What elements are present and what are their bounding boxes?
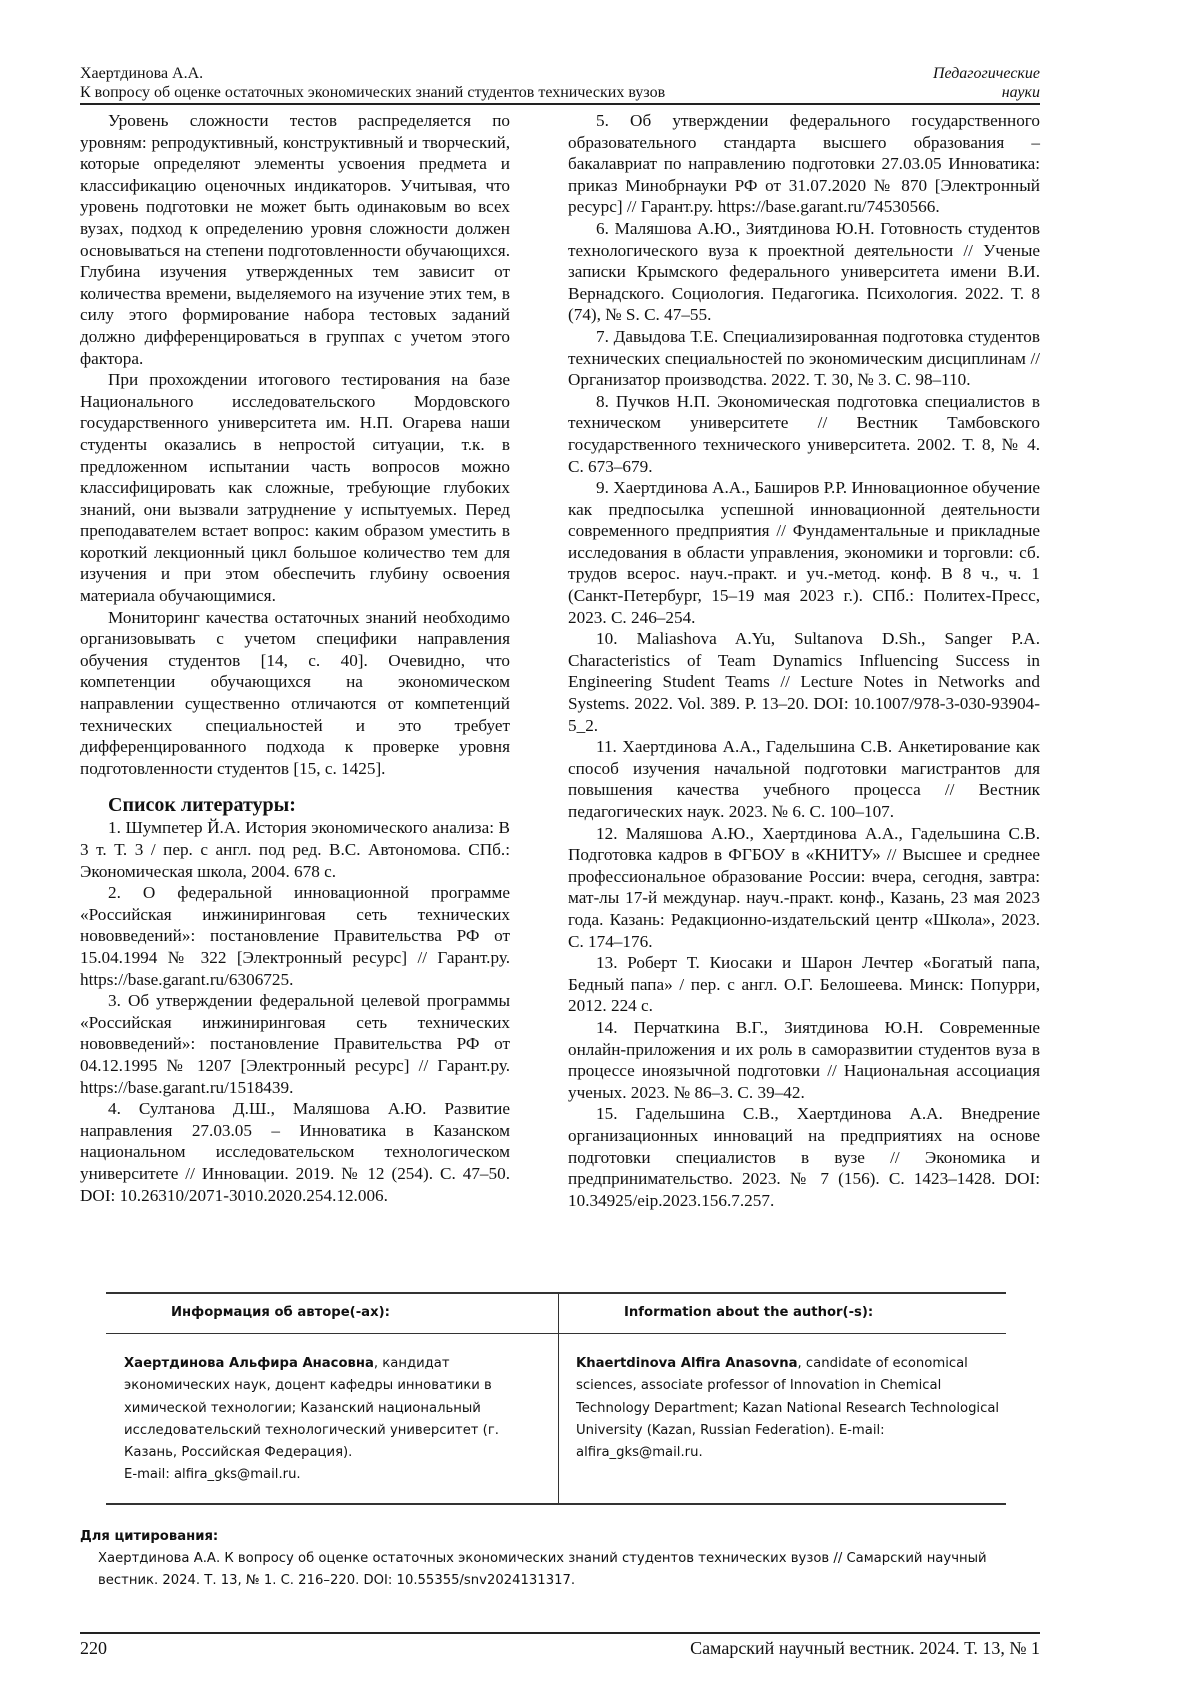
reference-item: 4. Султанова Д.Ш., Маляшова А.Ю. Развитие направления 27.03.05 – Инноватика в Казанском национальном исследовательском технологическом университете // Инновации. 2019. № 12 (254). С. 47–50. DOI: 10.26310/2071-3010.2020.254.12.006. xyxy=(80,1098,510,1206)
author-info-heading-ru: Информация об авторе(-ах): xyxy=(171,1305,390,1320)
left-column xyxy=(80,110,510,1206)
author-details-ru: , кандидат экономических наук, доцент кафедры инноватики в химической технологии; Казанский национальный исследовательский технологический университет (г. Казань, Российская Федерация). xyxy=(124,1356,499,1460)
citation-block xyxy=(80,1526,1040,1592)
reference-item: 13. Роберт Т. Киосаки и Шарон Лечтер «Богатый папа, Бедный папа» / пер. с англ. О.Г. Белошеева. Минск: Попурри, 2012. 224 с. xyxy=(568,952,1040,1017)
reference-item: 6. Маляшова А.Ю., Зиятдинова Ю.Н. Готовность студентов технологического вуза к проектной деятельности // Ученые записки Крымского федерального университета имени В.И. Вернадского. Социология. Педагогика. Психология. 2022. Т. 8 (74), № S. С. 47–55. xyxy=(568,218,1040,326)
reference-item: 7. Давыдова Т.Е. Специализированная подготовка студентов технических специальностей по экономическим дисциплинам // Организатор производства. 2022. Т. 30, № 3. С. 98–110. xyxy=(568,326,1040,391)
right-column xyxy=(568,110,1040,1211)
reference-item: 14. Перчаткина В.Г., Зиятдинова Ю.Н. Современные онлайн-приложения и их роль в саморазвитии студентов вуза в процессе иноязычной подготовки // Национальная ассоциация ученых. 2023. № 86–3. С. 39–42. xyxy=(568,1017,1040,1103)
journal-issue: Самарский научный вестник. 2024. Т. 13, № 1 xyxy=(690,1638,1040,1659)
author-name-en: Khaertdinova Alfira Anasovna xyxy=(576,1356,798,1371)
author-info-en xyxy=(576,1353,1006,1464)
body-paragraph: Мониторинг качества остаточных знаний необходимо организовывать с учетом специфики направления обучения студентов [14, с. 40]. Очевидно, что компетенции обучающихся на экономическом направлении существенно отличаются от компетенций технических специальностей и это требует дифференцированного подхода к проверке уровня подготовленности студентов [15, с. 1425]. xyxy=(80,607,510,780)
author-info-heading-en: Information about the author(-s): xyxy=(624,1305,873,1320)
header-section-line2: науки xyxy=(933,83,1040,102)
reference-item: 11. Хаертдинова А.А., Гадельшина С.В. Анкетирование как способ изучения начальной подготовки магистрантов для повышения качества учебного процесса // Вестник педагогических наук. 2023. № 6. С. 100–107. xyxy=(568,736,1040,822)
author-info-table xyxy=(106,1292,1006,1505)
reference-item: 5. Об утверждении федерального государственного образовательного стандарта высшего образования – бакалавриат по направлению подготовки 27.03.05 Инноватика: приказ Минобрнауки РФ от 31.07.2020 № 870 [Электронный ресурс] // Гарант.ру. https://base.garant.ru/74530566. xyxy=(568,110,1040,218)
header-divider xyxy=(80,103,1040,105)
reference-item: 2. О федеральной инновационной программе «Российская инжиниринговая сеть технических нововведений»: постановление Правительства РФ от 15.04.1994 № 322 [Электронный ресурс] // Гарант.ру. https://base.garant.ru/6306725. xyxy=(80,882,510,990)
author-email-ru: E-mail: alfira_gks@mail.ru. xyxy=(124,1467,301,1482)
header-section-line1: Педагогические xyxy=(933,64,1040,83)
table-header-divider xyxy=(106,1333,1006,1334)
author-name-ru: Хаертдинова Альфира Анасовна xyxy=(124,1356,374,1371)
author-details-en: , candidate of economical sciences, associate professor of Innovation in Chemical Technology Department; Kazan National Research Technological University (Kazan, Russian Federation). E-mail: alfira_gks@mail.ru. xyxy=(576,1356,999,1460)
reference-item: 10. Maliashova A.Yu, Sultanova D.Sh., Sanger P.A. Characteristics of Team Dynamics Influencing Success in Engineering Student Teams // Lecture Notes in Networks and Systems. 2022. Vol. 389. P. 13–20. DOI: 10.1007/978-3-030-93904-5_2. xyxy=(568,628,1040,736)
body-paragraph: При прохождении итогового тестирования на базе Национального исследовательского Мордовского государственного университета им. Н.П. Огарева наши студенты оказались в непростой ситуации, т.к. в предложенном испытании часть вопросов можно классифицировать как сложные, требующие глубоких знаний, они вызвали затруднение у испытуемых. Перед преподавателем встает вопрос: каким образом уместить в короткий лекционный цикл большое количество тем для изучения и при этом обеспечить глубину освоения материала обучающимися. xyxy=(80,369,510,607)
citation-text: Хаертдинова А.А. К вопросу об оценке остаточных экономических знаний студентов технических вузов // Самарский научный вестник. 2024. Т. 13, № 1. С. 216–220. DOI: 10.55355/snv2024131317. xyxy=(80,1548,1040,1592)
reference-item: 15. Гадельшина С.В., Хаертдинова А.А. Внедрение организационных инноваций на предприятиях на основе подготовки специалистов в вузе // Экономика и предпринимательство. 2023. № 7 (156). С. 1423–1428. DOI: 10.34925/eip.2023.156.7.257. xyxy=(568,1103,1040,1211)
header-author: Хаертдинова А.А. xyxy=(80,64,665,83)
footer-divider xyxy=(80,1632,1040,1634)
page-number: 220 xyxy=(80,1638,107,1659)
citation-heading: Для цитирования: xyxy=(80,1526,1040,1548)
author-info-ru xyxy=(124,1353,554,1487)
reference-item: 12. Маляшова А.Ю., Хаертдинова А.А., Гадельшина С.В. Подготовка кадров в ФГБОУ в «КНИТУ» // Высшее и среднее профессиональное образование России: вчера, сегодня, завтра: мат-лы 17-й междунар. науч.-практ. конф., Казань, 23 мая 2023 года. Казань: Редакционно-издательский центр «Школа», 2023. С. 174–176. xyxy=(568,823,1040,953)
table-vertical-divider xyxy=(558,1294,559,1503)
reference-item: 9. Хаертдинова А.А., Баширов Р.Р. Инновационное обучение как предпосылка успешной инновационной деятельности современного предприятия // Фундаментальные и прикладные исследования в области управления, экономики и торговли: сб. трудов всерос. науч.-практ. и уч.-метод. конф. В 8 ч., ч. 1 (Санкт-Петербург, 15–19 мая 2023 г.). СПб.: Политех-Пресс, 2023. С. 246–254. xyxy=(568,477,1040,628)
header-article-title: К вопросу об оценке остаточных экономических знаний студентов технических вузов xyxy=(80,83,665,102)
body-paragraph: Уровень сложности тестов распределяется по уровням: репродуктивный, конструктивный и творческий, которые определяют элементы усвоения предмета и классификацию оценочных индикаторов. Учитывая, что уровень подготовки не может быть одинаковым во всех вузах, подход к определению уровня сложности должен основываться на степени подготовленности обучающихся. Глубина изучения утвержденных тем зависит от количества времени, выделяемого на изучение этих тем, в силу этого формирование набора тестовых заданий должно дифференцироваться в группах с учетом этого фактора. xyxy=(80,110,510,369)
reference-item: 3. Об утверждении федеральной целевой программы «Российская инжиниринговая сеть технических нововведений»: постановление Правительства РФ от 04.12.1995 № 1207 [Электронный ресурс] // Гарант.ру. https://base.garant.ru/1518439. xyxy=(80,990,510,1098)
references-heading: Список литературы: xyxy=(80,793,510,817)
reference-item: 1. Шумпетер Й.А. История экономического анализа: В 3 т. Т. 3 / пер. с англ. под ред. В.С. Автономова. СПб.: Экономическая школа, 2004. 678 с. xyxy=(80,817,510,882)
reference-item: 8. Пучков Н.П. Экономическая подготовка специалистов в техническом университете // Вестник Тамбовского государственного технического университета. 2002. Т. 8, № 4. С. 673–679. xyxy=(568,391,1040,477)
